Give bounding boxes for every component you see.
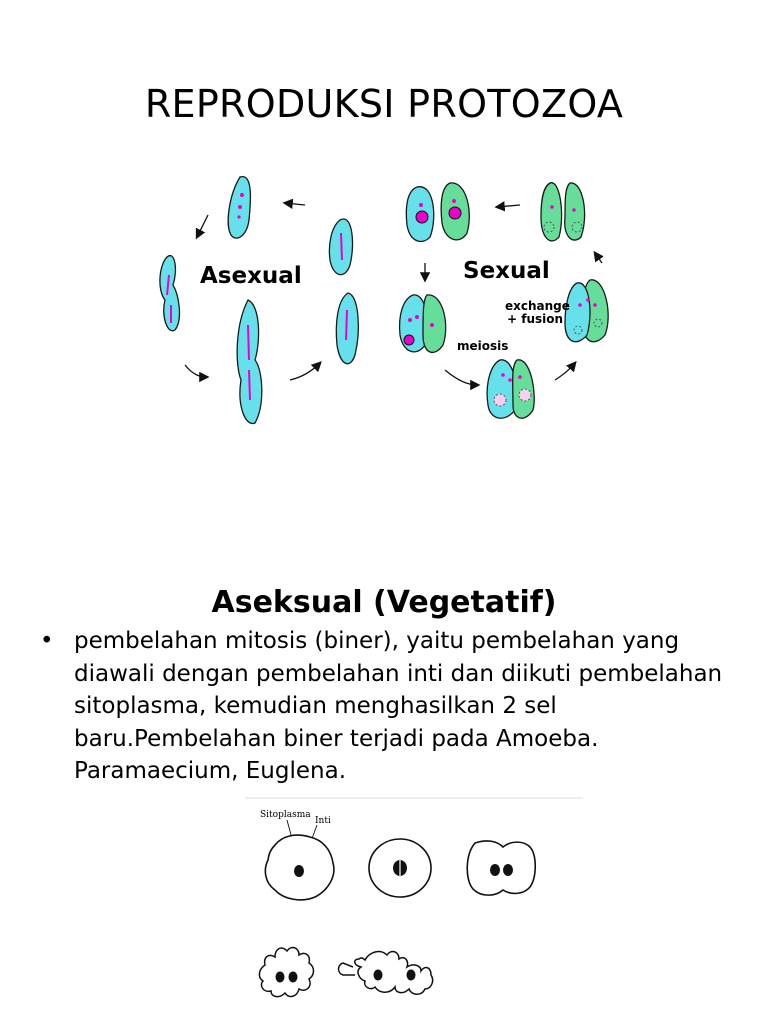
fusion-label: + fusion: [507, 312, 564, 326]
arrow-icon: [595, 253, 602, 263]
bullet-dot-icon: •: [40, 628, 54, 654]
asexual-cell-right-bottom: [336, 293, 358, 364]
arrow-icon: [445, 370, 478, 385]
amoeba-stage-2: [369, 839, 431, 897]
sexual-pair-top-right: [541, 183, 585, 241]
amoeba-stage-3: [467, 841, 535, 895]
slide-title: REPRODUKSI PROTOZOA: [144, 82, 624, 126]
nucleus-label: Inti: [315, 816, 331, 826]
exchange-label: exchange: [505, 299, 570, 313]
cytoplasm-label: Sitoplasma: [260, 810, 311, 820]
arrow-icon: [290, 363, 320, 380]
sexual-pair-right: [565, 280, 608, 342]
asexual-cell-dividing: [237, 300, 262, 423]
asexual-cell-top: [228, 177, 250, 239]
sexual-pair-middle-left: [400, 295, 446, 353]
amoeba-stage-4: [259, 948, 313, 997]
meiosis-label: meiosis: [457, 339, 509, 353]
bullet-item: pembelahan mitosis (biner), yaitu pembelahan yang diawali dengan pembelahan inti dan diikuti pembelahan sitoplasma, kemudian menghasilkan 2 sel baru.Pembelahan biner terjadi pada Amoeba. Paramaecium, Euglena.: [74, 628, 723, 784]
asexual-cell-right-top: [329, 219, 352, 275]
arrow-icon: [197, 215, 208, 237]
binary-fission-figure: [235, 795, 585, 1015]
sexual-label: Sexual: [463, 258, 550, 284]
bullet-list: [40, 625, 740, 788]
arrow-icon: [185, 365, 207, 377]
section-heading: Aseksual (Vegetatif): [211, 585, 557, 620]
sexual-pair-bottom: [487, 360, 534, 418]
arrow-icon: [285, 203, 305, 205]
asexual-label: Asexual: [200, 263, 302, 289]
arrow-icon: [497, 205, 520, 207]
arrow-icon: [555, 363, 575, 380]
asexual-cell-left: [160, 256, 180, 331]
reproduction-cycle-figure: [145, 165, 615, 430]
amoeba-stage-1: [265, 835, 334, 900]
sexual-pair-top-left: [406, 183, 469, 242]
amoeba-stage-5: [339, 952, 433, 995]
